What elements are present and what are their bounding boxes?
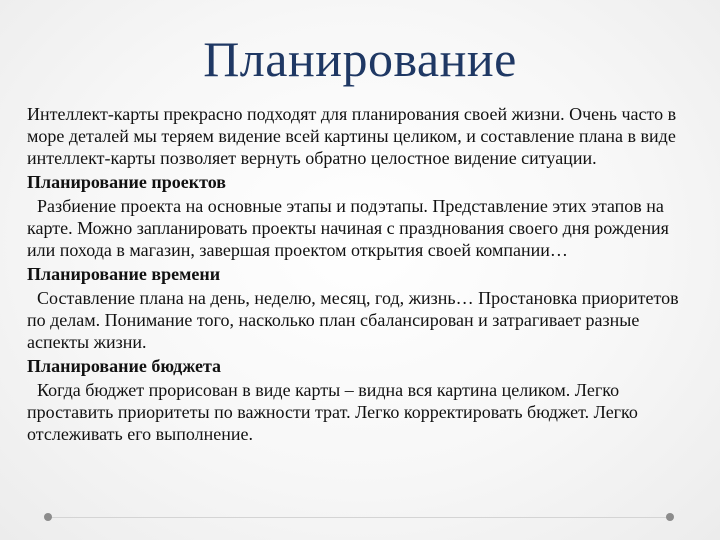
section-heading-projects: Планирование проектов xyxy=(27,172,226,192)
slide-body xyxy=(27,103,697,445)
bottom-frame-line xyxy=(48,517,670,518)
section-text-time: Составление плана на день, неделю, месяц, год, жизнь… Простановка приоритетов по делам. Понимание того, насколько план сбалансирован и затрагивает разные аспекты жизни. xyxy=(27,288,679,352)
section-text-projects: Разбиение проекта на основные этапы и подэтапы. Представление этих этапов на карте. Можно запланировать проекты начиная с празднования своего дня рождения или похода в магазин, завершая проектом открытия своей компании… xyxy=(27,196,669,260)
frame-dot-right-icon xyxy=(666,513,674,521)
slide-title: Планирование xyxy=(203,31,517,87)
section-heading-budget: Планирование бюджета xyxy=(27,356,222,376)
intro-paragraph: Интеллект-карты прекрасно подходят для планирования своей жизни. Очень часто в море деталей мы теряем видение всей картины целиком, и составление плана в виде интеллект-карты позволяет вернуть обратно целостное видение ситуации. xyxy=(27,104,677,168)
section-text-budget: Когда бюджет прорисован в виде карты – видна вся картина целиком. Легко проставить приоритеты по важности трат. Легко корректировать бюджет. Легко отслеживать его выполнение. xyxy=(27,380,638,444)
frame-dot-left-icon xyxy=(44,513,52,521)
section-heading-time: Планирование времени xyxy=(27,264,221,284)
